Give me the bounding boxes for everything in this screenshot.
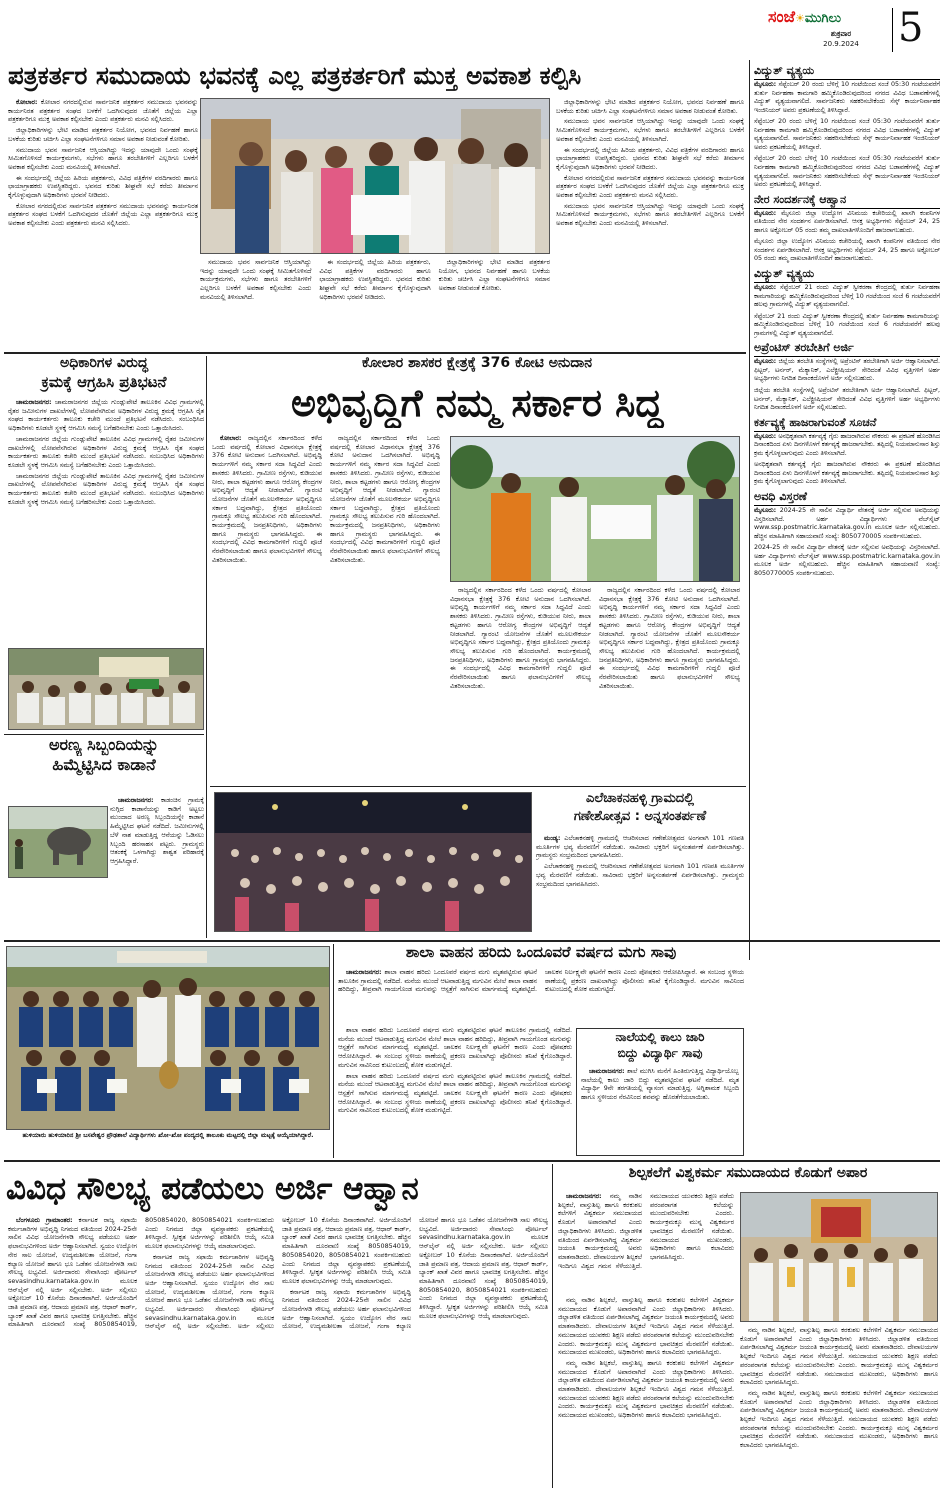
- notice-body: ಜಿಲ್ಲೆಯ ತರಬೇತಿ ಸಂಸ್ಥೆಗಳಲ್ಲಿ ಅಪ್ರೆಂಟಿಸ್ ತರಬೇತಿಗಾಗಿ ಅರ್ಜಿ ಆಹ್ವಾನಿಸಲಾಗಿದೆ. ಫಿಟ್ಟರ್, ಟರ್ನರ್, ಮೆಕ್ಯಾನಿಕ್, ಎಲೆಕ್ಟ್ರೀಷಿಯನ್ ಸೇರಿದಂತೆ ವಿವಿಧ ವೃತ್ತಿಗಳಿಗೆ ಅರ್ಹ ಅಭ್ಯರ್ಥಿಗಳು ನಿಗದಿತ ದಿನಾಂಕದೊಳಗೆ ಅರ್ಜಿ ಸಲ್ಲಿಸಬಹುದು.: [754, 358, 940, 383]
- notice-title: ವಿದ್ಯುತ್ ವ್ಯತ್ಯಯ: [754, 64, 940, 80]
- rule-officials: [4, 734, 204, 735]
- vishwakarma-photo: [740, 1192, 938, 1322]
- notice-body: ಅನಧಿಕೃತವಾಗಿ ಕರ್ತವ್ಯಕ್ಕೆ ಗೈರು ಹಾಜರಾಗಿರುವ ನೌಕರರು ಈ ಪ್ರಕಟಣೆ ಹೊರಡಿಸಿದ ದಿನಾಂಕದಿಂದ ಏಳು ದಿನಗಳೊಳಗೆ ಕರ್ತವ್ಯಕ್ಕೆ ಹಾಜರಾಗಬೇಕು. ತಪ್ಪಿದಲ್ಲಿ ನಿಯಮಾನುಸಾರ ಶಿಸ್ತು ಕ್ರಮ ಕೈಗೊಳ್ಳಲಾಗುವುದು ಎಂದು ತಿಳಿಸಲಾಗಿದೆ.: [754, 461, 940, 486]
- vishwakarma-body: ನಮ್ಮ ನಾಡಿನ ಶಿಲ್ಪಕಲೆ, ವಾಸ್ತುಶಿಲ್ಪ ಹಾಗೂ ಕರಕುಶಲ ಕಲೆಗಳಿಗೆ ವಿಶ್ವಕರ್ಮ ಸಮುದಾಯದ ಕೊಡುಗೆ ಅಪಾರವಾಗಿದೆ ಎಂದು ಜಿಲ್ಲಾಧಿಕಾರಿಗಳು ತಿಳಿಸಿದರು. ಜಿಲ್ಲಾಡಳಿತ ವತಿಯಿಂದ ಏರ್ಪಡಿಸಲಾಗಿದ್ದ ವಿಶ್ವಕರ್ಮ ಜಯಂತಿ ಕಾರ್ಯಕ್ರಮದಲ್ಲಿ ಅವರು ಮಾತನಾಡಿದರು. ದೇವಾಲಯಗಳ ಶಿಲ್ಪಕಲೆ ಇಂದಿಗೂ ವಿಶ್ವದ ಗಮನ ಸೆಳೆಯುತ್ತಿದೆ. ಸಮುದಾಯದ ಯುವಕರು ಶಿಕ್ಷಣ ಪಡೆದು ಪರಂಪರಾಗತ ಕಲೆಯನ್ನು ಮುಂದುವರಿಸಬೇಕು ಎಂದರು. ಕಾರ್ಯಕ್ರಮಕ್ಕೂ ಮುನ್ನ ವಿಶ್ವಕರ್ಮರ ಭಾವಚಿತ್ರದ ಮೆರವಣಿಗೆ ನಡೆಯಿತು. ಸಮುದಾಯದ ಮುಖಂಡರು, ಅಧಿಕಾರಿಗಳು ಹಾಗೂ ಕಲಾವಿದರು ಭಾಗವಹಿಸಿದ್ದರು.: [558, 1358, 734, 1420]
- notice-body: ಸೆಪ್ಟೆಂಬರ್ 20 ರಂದು ಬೆಳಿಗ್ಗೆ 10 ಗಂಟೆಯಿಂದ ಸಂಜೆ 05:30 ಗಂಟೆಯವರೆಗೆ ತುರ್ತು ನಿರ್ವಹಣಾ ಕಾಮಗಾರಿ ಹಮ್ಮಿಕೊಂಡಿರುವುದರಿಂದ ನಗರದ ವಿವಿಧ ಬಡಾವಣೆಗಳಲ್ಲಿ ವಿದ್ಯುತ್ ವ್ಯತ್ಯಯವಾಗಲಿದೆ. ಸಾರ್ವಜನಿಕರು ಸಹಕರಿಸಬೇಕೆಂದು ಸೆಸ್ಕ್ ಕಾರ್ಯನಿರ್ವಾಹಕ ಇಂಜಿನಿಯರ್ ಅವರು ಪ್ರಕಟಣೆಯಲ್ಲಿ ತಿಳಿಸಿದ್ದಾರೆ.: [754, 80, 940, 114]
- kolar-body: ರಾಜ್ಯದಲ್ಲಿನ ಸರ್ಕಾರದಿಂದ ಕಳೆದ ಒಂದು ವರ್ಷದಲ್ಲಿ ಕೋಲಾರ ವಿಧಾನಸಭಾ ಕ್ಷೇತ್ರಕ್ಕೆ 376 ಕೋಟಿ ಅನುದಾನ ಒದಗಿಸಲಾಗಿದೆ. ಅಭಿವೃದ್ಧಿ ಕಾರ್ಯಗಳಿಗೆ ನಮ್ಮ ಸರ್ಕಾರ ಸದಾ ಸಿದ್ಧವಿದೆ ಎಂದು ಶಾಸಕರು ತಿಳಿಸಿದರು. ಗ್ರಾಮೀಣ ರಸ್ತೆಗಳು, ಕುಡಿಯುವ ನೀರು, ಶಾಲಾ ಕಟ್ಟಡಗಳು ಹಾಗೂ ಆರೋಗ್ಯ ಕೇಂದ್ರಗಳ ಅಭಿವೃದ್ಧಿಗೆ ಆದ್ಯತೆ ನೀಡಲಾಗಿದೆ. ಗ್ಯಾರಂಟಿ ಯೋಜನೆಗಳ ಜೊತೆಗೆ ಮೂಲಸೌಕರ್ಯ ಅಭಿವೃದ್ಧಿಗೂ ಸರ್ಕಾರ ಬದ್ಧವಾಗಿದ್ದು, ಕ್ಷೇತ್ರದ ಪ್ರತಿಯೊಂದು ಗ್ರಾಮಕ್ಕೂ ಸೌಲಭ್ಯ ತಲುಪಿಸುವ ಗುರಿ ಹೊಂದಲಾಗಿದೆ. ಕಾರ್ಯಕ್ರಮದಲ್ಲಿ ಜನಪ್ರತಿನಿಧಿಗಳು, ಅಧಿಕಾರಿಗಳು ಹಾಗೂ ಗ್ರಾಮಸ್ಥರು ಭಾಗವಹಿಸಿದ್ದರು. ಈ ಸಂದರ್ಭದಲ್ಲಿ ವಿವಿಧ ಕಾಮಗಾರಿಗಳಿಗೆ ಗುದ್ದಲಿ ಪೂಜೆ ನೆರವೇರಿಸಲಾಯಿತು ಹಾಗೂ ಫಲಾನುಭವಿಗಳಿಗೆ ಸೌಲಭ್ಯ ವಿತರಿಸಲಾಯಿತು.: [330, 434, 440, 564]
- rule-main-bottom: [4, 352, 746, 354]
- vishwakarma-dateline: ಚಾಮರಾಜನಗರ:: [566, 1192, 602, 1200]
- ganesha-dateline: ಮಂಡ್ಯ:: [544, 834, 561, 842]
- student-article: [581, 1067, 739, 1153]
- notice-dateline: ಮೈಸೂರು:: [754, 358, 777, 366]
- notice-extension: [754, 490, 940, 578]
- ganesha-body: ಎಲೆಚಾಕನಹಳ್ಳಿ ಗ್ರಾಮದಲ್ಲಿ ಆಚರಿಸಲಾದ ಗಣೇಶೋತ್ಸವದ ಅಂಗವಾಗಿ 101 ಗಣಪತಿ ಮೂರ್ತಿಗಳ ಭವ್ಯ ಮೆರವಣಿಗೆ ನಡೆಯಿತು. ಸಾವಿರಾರು ಭಕ್ತರಿಗೆ ಅನ್ನಸಂತರ್ಪಣೆ ಏರ್ಪಡಿಸಲಾಗಿತ್ತು. ಗ್ರಾಮಸ್ಥರು ಸಂಭ್ರಮದಿಂದ ಭಾಗವಹಿಸಿದರು.: [536, 834, 744, 860]
- page-divider: [892, 8, 893, 52]
- sidebar: [754, 62, 940, 960]
- vishwakarma-article-right: [740, 1326, 938, 1488]
- notice-dateline: ಮೈಸೂರು:: [754, 506, 777, 514]
- elephant-headline-1: ಅರಣ್ಯ ಸಿಬ್ಬಂದಿಯನ್ನು: [49, 736, 159, 754]
- rule-bottom-divider: [552, 1164, 553, 1488]
- main-para-2: ಜಿಲ್ಲಾಧಿಕಾರಿಗಳನ್ನು ಭೇಟಿ ಮಾಡಿದ ಪತ್ರಕರ್ತರ ನಿಯೋಗ, ಭವನದ ನಿರ್ವಹಣೆ ಹಾಗೂ ಬಳಕೆಯ ಕುರಿತು ಚರ್ಚಿಸಿ ಎಲ್ಲಾ ಸಂಘಟನೆಗಳಿಗೂ ಸಮಾನ ಅವಕಾಶ ನೀಡುವಂತೆ ಕೋರಿತು.: [8, 126, 198, 143]
- facilities-dateline: ಬೆಂಗಳೂರು ಗ್ರಾಮಾಂತರ:: [16, 1216, 73, 1224]
- notice-body: ಸೆಪ್ಟೆಂಬರ್ 20 ರಂದು ಬೆಳಿಗ್ಗೆ 10 ಗಂಟೆಯಿಂದ ಸಂಜೆ 05:30 ಗಂಟೆಯವರೆಗೆ ತುರ್ತು ನಿರ್ವಹಣಾ ಕಾಮಗಾರಿ ಹಮ್ಮಿಕೊಂಡಿರುವುದರಿಂದ ನಗರದ ವಿವಿಧ ಬಡಾವಣೆಗಳಲ್ಲಿ ವಿದ್ಯುತ್ ವ್ಯತ್ಯಯವಾಗಲಿದೆ. ಸಾರ್ವಜನಿಕರು ಸಹಕರಿಸಬೇಕೆಂದು ಸೆಸ್ಕ್ ಕಾರ್ಯನಿರ್ವಾಹಕ ಇಂಜಿನಿಯರ್ ಅವರು ಪ್ರಕಟಣೆಯಲ್ಲಿ ತಿಳಿಸಿದ್ದಾರೆ.: [754, 118, 940, 151]
- rule-photo-right: [333, 944, 334, 1158]
- kolar-article-left: [212, 434, 440, 780]
- notice-apprentice: [754, 341, 940, 412]
- school-bus-headline: ಶಾಲಾ ವಾಹನ ಹರಿದು ಒಂದೂವರೆ ವರ್ಷದ ಮಗು ಸಾವು: [405, 944, 677, 961]
- vishwakarma-headline: ಶಿಲ್ಪಕಲೆಗೆ ವಿಶ್ವಕರ್ಮ ಸಮುದಾಯದ ಕೊಡುಗೆ ಅಪಾರ: [628, 1166, 868, 1181]
- notice-body: ಸೆಪ್ಟೆಂಬರ್ 21 ರಂದು ವಿದ್ಯುತ್ ಸ್ವೀಕರಣಾ ಕೇಂದ್ರದಲ್ಲಿ ತುರ್ತು ನಿರ್ವಹಣಾ ಕಾಮಗಾರಿಯನ್ನು ಹಮ್ಮಿಕೊಂಡಿರುವುದರಿಂದ ಬೆಳಿಗ್ಗೆ 10 ಗಂಟೆಯಿಂದ ಸಂಜೆ 6 ಗಂಟೆಯವರೆಗೆ ಹಲವು ಗ್ರಾಮಗಳಲ್ಲಿ ವಿದ್ಯುತ್ ವ್ಯತ್ಯಯವಾಗಲಿದೆ.: [754, 283, 940, 309]
- rule-mid: [4, 940, 940, 942]
- facilities-body: ಕರ್ನಾಟಕ ರಾಜ್ಯ ಸಫಾಯಿ ಕರ್ಮಚಾರಿಗಳ ಅಭಿವೃದ್ಧಿ ನಿಗಮದ ವತಿಯಿಂದ 2024-25ನೇ ಸಾಲಿನ ವಿವಿಧ ಯೋಜನೆಗಳಡಿ ಸೌಲಭ್ಯ ಪಡೆಯಲು ಅರ್ಹ ಫಲಾನುಭವಿಗಳಿಂದ ಅರ್ಜಿ ಆಹ್ವಾನಿಸಲಾಗಿದೆ. ಸ್ವಯಂ ಉದ್ಯೋಗ ನೇರ ಸಾಲ ಯೋಜನೆ, ಉದ್ಯಮಶೀಲತಾ ಯೋಜನೆ, ಗಂಗಾ ಕಲ್ಯಾಣ ಯೋಜನೆ ಹಾಗೂ ಭೂ ಒಡೆತನ ಯೋಜನೆಗಳಡಿ ಸಾಲ ಸೌಲಭ್ಯ ಲಭ್ಯವಿದೆ. ಅರ್ಜಿದಾರರು ಸೇವಾಸಿಂಧು ಪೋರ್ಟಲ್ sevasindhu.karnataka.gov.in ಮೂಲಕ ಆನ್‌ಲೈನ್ ನಲ್ಲಿ ಅರ್ಜಿ ಸಲ್ಲಿಸಬೇಕು. ಅರ್ಜಿ ಸಲ್ಲಿಸಲು ಅಕ್ಟೋಬರ್ 10 ಕೊನೆಯ ದಿನಾಂಕವಾಗಿದೆ. ಅರ್ಜಿಯೊಂದಿಗೆ ಜಾತಿ ಪ್ರಮಾಣ ಪತ್ರ, ಆದಾಯ ಪ್ರಮಾಣ ಪತ್ರ, ಆಧಾರ್ ಕಾರ್ಡ್, ಬ್ಯಾಂಕ್ ಖಾತೆ ವಿವರ ಹಾಗೂ ಭಾವಚಿತ್ರ ಲಗತ್ತಿಸಬೇಕು. ಹೆಚ್ಚಿನ ಮಾಹಿತಿಗಾಗಿ ದೂರವಾಣಿ ಸಂಖ್ಯೆ 8050854019, 8050854020, 8050854021 ಸಂಪರ್ಕಿಸಬಹುದು ಎಂದು ನಿಗಮದ ಜಿಲ್ಲಾ ವ್ಯವಸ್ಥಾಪಕರು ಪ್ರಕಟಣೆಯಲ್ಲಿ ತಿಳಿಸಿದ್ದಾರೆ. ಸ್ವೀಕೃತ ಅರ್ಜಿಗಳನ್ನು ಪರಿಶೀಲಿಸಿ ಆಯ್ಕೆ ಸಮಿತಿ ಮೂಲಕ ಫಲಾನುಭವಿಗಳನ್ನು ಆಯ್ಕೆ ಮಾಡಲಾಗುವುದು.: [145, 1216, 411, 1331]
- officials-headline-1: ಅಧಿಕಾರಿಗಳ ವಿರುದ್ಧ: [59, 356, 149, 371]
- school-bus-dateline: ಚಾಮರಾಜನಗರ:: [346, 968, 382, 976]
- notice-body: ಅನಧಿಕೃತವಾಗಿ ಕರ್ತವ್ಯಕ್ಕೆ ಗೈರು ಹಾಜರಾಗಿರುವ ನೌಕರರು ಈ ಪ್ರಕಟಣೆ ಹೊರಡಿಸಿದ ದಿನಾಂಕದಿಂದ ಏಳು ದಿನಗಳೊಳಗೆ ಕರ್ತವ್ಯಕ್ಕೆ ಹಾಜರಾಗಬೇಕು. ತಪ್ಪಿದಲ್ಲಿ ನಿಯಮಾನುಸಾರ ಶಿಸ್ತು ಕ್ರಮ ಕೈಗೊಳ್ಳಲಾಗುವುದು ಎಂದು ತಿಳಿಸಲಾಗಿದೆ.: [754, 432, 940, 457]
- school-bus-body: ಶಾಲಾ ವಾಹನ ಹರಿದು ಒಂದೂವರೆ ವರ್ಷದ ಮಗು ಮೃತಪಟ್ಟಿರುವ ಘಟನೆ ತಾಲೂಕಿನ ಗ್ರಾಮದಲ್ಲಿ ನಡೆದಿದೆ. ಮನೆಯ ಮುಂದೆ ಆಟವಾಡುತ್ತಿದ್ದ ಮಗುವಿನ ಮೇಲೆ ಶಾಲಾ ವಾಹನ ಹರಿದಿದ್ದು, ತೀವ್ರವಾಗಿ ಗಾಯಗೊಂಡ ಮಗುವನ್ನು ಆಸ್ಪತ್ರೆಗೆ ಸಾಗಿಸುವ ಮಾರ್ಗಮಧ್ಯೆ ಮೃತಪಟ್ಟಿದೆ. ಚಾಲಕನ ನಿರ್ಲಕ್ಷ್ಯವೇ ಘಟನೆಗೆ ಕಾರಣ ಎಂದು ಪೋಷಕರು ಆರೋಪಿಸಿದ್ದಾರೆ. ಈ ಸಂಬಂಧ ಸ್ಥಳೀಯ ಠಾಣೆಯಲ್ಲಿ ಪ್ರಕರಣ ದಾಖಲಾಗಿದ್ದು ಪೊಲೀಸರು ತನಿಖೆ ಕೈಗೊಂಡಿದ್ದಾರೆ. ಮಗುವಿನ ಸಾವಿನಿಂದ ಕುಟುಂಬದಲ್ಲಿ ಶೋಕ ಮಡುಗಟ್ಟಿದೆ.: [338, 1026, 572, 1069]
- protest-photo: [8, 648, 204, 730]
- main-article-right: [556, 98, 744, 350]
- kolar-body: ರಾಜ್ಯದಲ್ಲಿನ ಸರ್ಕಾರದಿಂದ ಕಳೆದ ಒಂದು ವರ್ಷದಲ್ಲಿ ಕೋಲಾರ ವಿಧಾನಸಭಾ ಕ್ಷೇತ್ರಕ್ಕೆ 376 ಕೋಟಿ ಅನುದಾನ ಒದಗಿಸಲಾಗಿದೆ. ಅಭಿವೃದ್ಧಿ ಕಾರ್ಯಗಳಿಗೆ ನಮ್ಮ ಸರ್ಕಾರ ಸದಾ ಸಿದ್ಧವಿದೆ ಎಂದು ಶಾಸಕರು ತಿಳಿಸಿದರು. ಗ್ರಾಮೀಣ ರಸ್ತೆಗಳು, ಕುಡಿಯುವ ನೀರು, ಶಾಲಾ ಕಟ್ಟಡಗಳು ಹಾಗೂ ಆರೋಗ್ಯ ಕೇಂದ್ರಗಳ ಅಭಿವೃದ್ಧಿಗೆ ಆದ್ಯತೆ ನೀಡಲಾಗಿದೆ. ಗ್ಯಾರಂಟಿ ಯೋಜನೆಗಳ ಜೊತೆಗೆ ಮೂಲಸೌಕರ್ಯ ಅಭಿವೃದ್ಧಿಗೂ ಸರ್ಕಾರ ಬದ್ಧವಾಗಿದ್ದು, ಕ್ಷೇತ್ರದ ಪ್ರತಿಯೊಂದು ಗ್ರಾಮಕ್ಕೂ ಸೌಲಭ್ಯ ತಲುಪಿಸುವ ಗುರಿ ಹೊಂದಲಾಗಿದೆ. ಕಾರ್ಯಕ್ರಮದಲ್ಲಿ ಜನಪ್ರತಿನಿಧಿಗಳು, ಅಧಿಕಾರಿಗಳು ಹಾಗೂ ಗ್ರಾಮಸ್ಥರು ಭಾಗವಹಿಸಿದ್ದರು. ಈ ಸಂದರ್ಭದಲ್ಲಿ ವಿವಿಧ ಕಾಮಗಾರಿಗಳಿಗೆ ಗುದ್ದಲಿ ಪೂಜೆ ನೆರವೇರಿಸಲಾಯಿತು ಹಾಗೂ ಫಲಾನುಭವಿಗಳಿಗೆ ಸೌಲಭ್ಯ ವಿತರಿಸಲಾಯಿತು.: [450, 586, 591, 690]
- masthead: [768, 4, 940, 58]
- elephant-dateline: ಚಾಮರಾಜನಗರ:: [118, 796, 154, 804]
- kolar-body: ರಾಜ್ಯದಲ್ಲಿನ ಸರ್ಕಾರದಿಂದ ಕಳೆದ ಒಂದು ವರ್ಷದಲ್ಲಿ ಕೋಲಾರ ವಿಧಾನಸಭಾ ಕ್ಷೇತ್ರಕ್ಕೆ 376 ಕೋಟಿ ಅನುದಾನ ಒದಗಿಸಲಾಗಿದೆ. ಅಭಿವೃದ್ಧಿ ಕಾರ್ಯಗಳಿಗೆ ನಮ್ಮ ಸರ್ಕಾರ ಸದಾ ಸಿದ್ಧವಿದೆ ಎಂದು ಶಾಸಕರು ತಿಳಿಸಿದರು. ಗ್ರಾಮೀಣ ರಸ್ತೆಗಳು, ಕುಡಿಯುವ ನೀರು, ಶಾಲಾ ಕಟ್ಟಡಗಳು ಹಾಗೂ ಆರೋಗ್ಯ ಕೇಂದ್ರಗಳ ಅಭಿವೃದ್ಧಿಗೆ ಆದ್ಯತೆ ನೀಡಲಾಗಿದೆ. ಗ್ಯಾರಂಟಿ ಯೋಜನೆಗಳ ಜೊತೆಗೆ ಮೂಲಸೌಕರ್ಯ ಅಭಿವೃದ್ಧಿಗೂ ಸರ್ಕಾರ ಬದ್ಧವಾಗಿದ್ದು, ಕ್ಷೇತ್ರದ ಪ್ರತಿಯೊಂದು ಗ್ರಾಮಕ್ಕೂ ಸೌಲಭ್ಯ ತಲುಪಿಸುವ ಗುರಿ ಹೊಂದಲಾಗಿದೆ. ಕಾರ್ಯಕ್ರಮದಲ್ಲಿ ಜನಪ್ರತಿನಿಧಿಗಳು, ಅಧಿಕಾರಿಗಳು ಹಾಗೂ ಗ್ರಾಮಸ್ಥರು ಭಾಗವಹಿಸಿದ್ದರು. ಈ ಸಂದರ್ಭದಲ್ಲಿ ವಿವಿಧ ಕಾಮಗಾರಿಗಳಿಗೆ ಗುದ್ದಲಿ ಪೂಜೆ ನೆರವೇರಿಸಲಾಯಿತು ಹಾಗೂ ಫಲಾನುಭವಿಗಳಿಗೆ ಸೌಲಭ್ಯ ವಿತರಿಸಲಾಯಿತು.: [599, 586, 740, 690]
- notice-body: ಮೈಸೂರು ಜಿಲ್ಲಾ ಉದ್ಯೋಗ ವಿನಿಮಯ ಕಚೇರಿಯಲ್ಲಿ ಖಾಸಗಿ ಕಂಪನಿಗಳ ವತಿಯಿಂದ ನೇರ ಸಂದರ್ಶನ ಏರ್ಪಡಿಸಲಾಗಿದೆ. ಆಸಕ್ತ ಅಭ್ಯರ್ಥಿಗಳು ಸೆಪ್ಟೆಂಬರ್ 24, 25 ಹಾಗೂ ಅಕ್ಟೋಬರ್ 05 ರಂದು ತಮ್ಮ ದಾಖಲಾತಿಗಳೊಂದಿಗೆ ಹಾಜರಾಗಬಹುದು.: [754, 238, 940, 263]
- notice-dateline: ಮೈಸೂರು:: [754, 283, 777, 291]
- vishwakarma-body: ನಮ್ಮ ನಾಡಿನ ಶಿಲ್ಪಕಲೆ, ವಾಸ್ತುಶಿಲ್ಪ ಹಾಗೂ ಕರಕುಶಲ ಕಲೆಗಳಿಗೆ ವಿಶ್ವಕರ್ಮ ಸಮುದಾಯದ ಕೊಡುಗೆ ಅಪಾರವಾಗಿದೆ ಎಂದು ಜಿಲ್ಲಾಧಿಕಾರಿಗಳು ತಿಳಿಸಿದರು. ಜಿಲ್ಲಾಡಳಿತ ವತಿಯಿಂದ ಏರ್ಪಡಿಸಲಾಗಿದ್ದ ವಿಶ್ವಕರ್ಮ ಜಯಂತಿ ಕಾರ್ಯಕ್ರಮದಲ್ಲಿ ಅವರು ಮಾತನಾಡಿದರು. ದೇವಾಲಯಗಳ ಶಿಲ್ಪಕಲೆ ಇಂದಿಗೂ ವಿಶ್ವದ ಗಮನ ಸೆಳೆಯುತ್ತಿದೆ. ಸಮುದಾಯದ ಯುವಕರು ಶಿಕ್ಷಣ ಪಡೆದು ಪರಂಪರಾಗತ ಕಲೆಯನ್ನು ಮುಂದುವರಿಸಬೇಕು ಎಂದರು. ಕಾರ್ಯಕ್ರಮಕ್ಕೂ ಮುನ್ನ ವಿಶ್ವಕರ್ಮರ ಭಾವಚಿತ್ರದ ಮೆರವಣಿಗೆ ನಡೆಯಿತು. ಸಮುದಾಯದ ಮುಖಂಡರು, ಅಧಿಕಾರಿಗಳು ಹಾಗೂ ಕಲಾವಿದರು ಭಾಗವಹಿಸಿದ್ದರು.: [558, 1192, 734, 1270]
- student-headline-1: ನಾಲೆಯಲ್ಲಿ ಕಾಲು ಜಾರಿ: [615, 1031, 705, 1044]
- officials-article: [8, 398, 204, 646]
- main-article-left: [8, 98, 198, 350]
- logo-part1: ಸಂಜೆ: [768, 7, 795, 26]
- notice-duty: [754, 416, 940, 487]
- notice-body: ಸೆಪ್ಟೆಂಬರ್ 21 ರಂದು ವಿದ್ಯುತ್ ಸ್ವೀಕರಣಾ ಕೇಂದ್ರದಲ್ಲಿ ತುರ್ತು ನಿರ್ವಹಣಾ ಕಾಮಗಾರಿಯನ್ನು ಹಮ್ಮಿಕೊಂಡಿರುವುದರಿಂದ ಬೆಳಿಗ್ಗೆ 10 ಗಂಟೆಯಿಂದ ಸಂಜೆ 6 ಗಂಟೆಯವರೆಗೆ ಹಲವು ಗ್ರಾಮಗಳಲ್ಲಿ ವಿದ್ಯುತ್ ವ್ಯತ್ಯಯವಾಗಲಿದೆ.: [754, 312, 940, 337]
- main-para-4b: ಈ ಸಂದರ್ಭದಲ್ಲಿ ಜಿಲ್ಲೆಯ ಹಿರಿಯ ಪತ್ರಕರ್ತರು, ವಿವಿಧ ಪತ್ರಿಕೆಗಳ ವರದಿಗಾರರು ಹಾಗೂ ಛಾಯಾಗ್ರಾಹಕರು ಉಪಸ್ಥಿತರಿದ್ದರು. ಭವನದ ಕುರಿತು ಶೀಘ್ರವೇ ಸಭೆ ಕರೆದು ತೀರ್ಮಾನ ಕೈಗೊಳ್ಳುವುದಾಗಿ ಅಧಿಕಾರಿಗಳು ಭರವಸೆ ನೀಡಿದರು.: [319, 258, 431, 301]
- kolar-kicker: ಕೋಲಾರ ಶಾಸಕರ ಕ್ಷೇತ್ರಕ್ಕೆ 376 ಕೋಟಿ ಅನುದಾನ: [361, 356, 593, 371]
- ganesha-crowd-photo: [214, 792, 532, 932]
- ganesha-headline-2: ಗಣೇಶೋತ್ಸವ : ಅನ್ನಸಂತರ್ಪಣೆ: [573, 810, 707, 824]
- rule-left-column: [206, 356, 207, 938]
- student-body: ಶಾಲೆ ಮುಗಿಸಿ ಮನೆಗೆ ಹಿಂತಿರುಗುತ್ತಿದ್ದ ವಿದ್ಯಾರ್ಥಿಯೊಬ್ಬ ನಾಲೆಯಲ್ಲಿ ಕಾಲು ಜಾರಿ ಬಿದ್ದು ಮೃತಪಟ್ಟಿರುವ ಘಟನೆ ನಡೆದಿದೆ. ಮೃತ ವಿದ್ಯಾರ್ಥಿ 9ನೇ ತರಗತಿಯಲ್ಲಿ ವ್ಯಾಸಂಗ ಮಾಡುತ್ತಿದ್ದ. ಅಗ್ನಿಶಾಮಕ ಸಿಬ್ಬಂದಿ ಹಾಗೂ ಸ್ಥಳೀಯರ ನೆರವಿನಿಂದ ಶವವನ್ನು ಹೊರತೆಗೆಯಲಾಯಿತು.: [581, 1067, 739, 1102]
- kolar-body: ರಾಜ್ಯದಲ್ಲಿನ ಸರ್ಕಾರದಿಂದ ಕಳೆದ ಒಂದು ವರ್ಷದಲ್ಲಿ ಕೋಲಾರ ವಿಧಾನಸಭಾ ಕ್ಷೇತ್ರಕ್ಕೆ 376 ಕೋಟಿ ಅನುದಾನ ಒದಗಿಸಲಾಗಿದೆ. ಅಭಿವೃದ್ಧಿ ಕಾರ್ಯಗಳಿಗೆ ನಮ್ಮ ಸರ್ಕಾರ ಸದಾ ಸಿದ್ಧವಿದೆ ಎಂದು ಶಾಸಕರು ತಿಳಿಸಿದರು. ಗ್ರಾಮೀಣ ರಸ್ತೆಗಳು, ಕುಡಿಯುವ ನೀರು, ಶಾಲಾ ಕಟ್ಟಡಗಳು ಹಾಗೂ ಆರೋಗ್ಯ ಕೇಂದ್ರಗಳ ಅಭಿವೃದ್ಧಿಗೆ ಆದ್ಯತೆ ನೀಡಲಾಗಿದೆ. ಗ್ಯಾರಂಟಿ ಯೋಜನೆಗಳ ಜೊತೆಗೆ ಮೂಲಸೌಕರ್ಯ ಅಭಿವೃದ್ಧಿಗೂ ಸರ್ಕಾರ ಬದ್ಧವಾಗಿದ್ದು, ಕ್ಷೇತ್ರದ ಪ್ರತಿಯೊಂದು ಗ್ರಾಮಕ್ಕೂ ಸೌಲಭ್ಯ ತಲುಪಿಸುವ ಗುರಿ ಹೊಂದಲಾಗಿದೆ. ಕಾರ್ಯಕ್ರಮದಲ್ಲಿ ಜನಪ್ರತಿನಿಧಿಗಳು, ಅಧಿಕಾರಿಗಳು ಹಾಗೂ ಗ್ರಾಮಸ್ಥರು ಭಾಗವಹಿಸಿದ್ದರು. ಈ ಸಂದರ್ಭದಲ್ಲಿ ವಿವಿಧ ಕಾಮಗಾರಿಗಳಿಗೆ ಗುದ್ದಲಿ ಪೂಜೆ ನೆರವೇರಿಸಲಾಯಿತು ಹಾಗೂ ಫಲಾನುಭವಿಗಳಿಗೆ ಸೌಲಭ್ಯ ವಿತರಿಸಲಾಯಿತು.: [212, 434, 322, 564]
- notice-body: 2024-25 ನೇ ಸಾಲಿನ ವಿದ್ಯಾರ್ಥಿ ವೇತನಕ್ಕೆ ಅರ್ಜಿ ಸಲ್ಲಿಸುವ ಅವಧಿಯನ್ನು ವಿಸ್ತರಿಸಲಾಗಿದೆ. ಅರ್ಹ ವಿದ್ಯಾರ್ಥಿಗಳು ವೆಬ್‌ಸೈಟ್ www.ssp.postmatric.karnataka.gov.in ಮೂಲಕ ಅರ್ಜಿ ಸಲ್ಲಿಸಬಹುದು. ಹೆಚ್ಚಿನ ಮಾಹಿತಿಗಾಗಿ ಸಹಾಯವಾಣಿ ಸಂಖ್ಯೆ: 8050770005 ಸಂಪರ್ಕಿಸಬಹುದು.: [754, 506, 940, 540]
- kolar-headline: ಅಭಿವೃದ್ಧಿಗೆ ನಮ್ಮ ಸರ್ಕಾರ ಸಿದ್ಧ: [291, 381, 663, 425]
- facilities-body: ಕರ್ನಾಟಕ ರಾಜ್ಯ ಸಫಾಯಿ ಕರ್ಮಚಾರಿಗಳ ಅಭಿವೃದ್ಧಿ ನಿಗಮದ ವತಿಯಿಂದ 2024-25ನೇ ಸಾಲಿನ ವಿವಿಧ ಯೋಜನೆಗಳಡಿ ಸೌಲಭ್ಯ ಪಡೆಯಲು ಅರ್ಹ ಫಲಾನುಭವಿಗಳಿಂದ ಅರ್ಜಿ ಆಹ್ವಾನಿಸಲಾಗಿದೆ. ಸ್ವಯಂ ಉದ್ಯೋಗ ನೇರ ಸಾಲ ಯೋಜನೆ, ಉದ್ಯಮಶೀಲತಾ ಯೋಜನೆ, ಗಂಗಾ ಕಲ್ಯಾಣ ಯೋಜನೆ ಹಾಗೂ ಭೂ ಒಡೆತನ ಯೋಜನೆಗಳಡಿ ಸಾಲ ಸೌಲಭ್ಯ ಲಭ್ಯವಿದೆ. ಅರ್ಜಿದಾರರು ಸೇವಾಸಿಂಧು ಪೋರ್ಟಲ್ sevasindhu.karnataka.gov.in ಮೂಲಕ ಆನ್‌ಲೈನ್ ನಲ್ಲಿ ಅರ್ಜಿ ಸಲ್ಲಿಸಬೇಕು. ಅರ್ಜಿ ಸಲ್ಲಿಸಲು ಅಕ್ಟೋಬರ್ 10 ಕೊನೆಯ ದಿನಾಂಕವಾಗಿದೆ. ಅರ್ಜಿಯೊಂದಿಗೆ ಜಾತಿ ಪ್ರಮಾಣ ಪತ್ರ, ಆದಾಯ ಪ್ರಮಾಣ ಪತ್ರ, ಆಧಾರ್ ಕಾರ್ಡ್, ಬ್ಯಾಂಕ್ ಖಾತೆ ವಿವರ ಹಾಗೂ ಭಾವಚಿತ್ರ ಲಗತ್ತಿಸಬೇಕು. ಹೆಚ್ಚಿನ ಮಾಹಿತಿಗಾಗಿ ದೂರವಾಣಿ ಸಂಖ್ಯೆ 8050854019, 8050854020, 8050854021 ಸಂಪರ್ಕಿಸಬಹುದು ಎಂದು ನಿಗಮದ ಜಿಲ್ಲಾ ವ್ಯವಸ್ಥಾಪಕರು ಪ್ರಕಟಣೆಯಲ್ಲಿ ತಿಳಿಸಿದ್ದಾರೆ. ಸ್ವೀಕೃತ ಅರ್ಜಿಗಳನ್ನು ಪರಿಶೀಲಿಸಿ ಆಯ್ಕೆ ಸಮಿತಿ ಮೂಲಕ ಫಲಾನುಭವಿಗಳನ್ನು ಆಯ್ಕೆ ಮಾಡಲಾಗುವುದು.: [282, 1216, 548, 1331]
- student-dateline: ಚಾಮರಾಜನಗರ:: [589, 1067, 625, 1075]
- main-para-3d: ಸಮುದಾಯ ಭವನ ಸಾರ್ವಜನಿಕ ಆಸ್ತಿಯಾಗಿದ್ದು ಇದನ್ನು ಯಾವುದೇ ಒಂದು ಸಂಘಕ್ಕೆ ಸೀಮಿತಗೊಳಿಸದೆ ಕಾರ್ಯಕ್ರಮಗಳು, ಸಭೆಗಳು ಹಾಗೂ ತರಬೇತಿಗಳಿಗೆ ಎಲ್ಲರಿಗೂ ಬಳಕೆಗೆ ಅವಕಾಶ ಕಲ್ಪಿಸಬೇಕು ಎಂದು ಮನವಿಯಲ್ಲಿ ತಿಳಿಸಲಾಗಿದೆ.: [556, 201, 744, 228]
- notice-title: ಅವಧಿ ವಿಸ್ತರಣೆ: [754, 490, 940, 506]
- main-para-1: ಕೋಲಾರ ನಗರದಲ್ಲಿರುವ ಸಾರ್ವಜನಿಕ ಪತ್ರಕರ್ತರ ಸಮುದಾಯ ಭವನವನ್ನು ಕಾರ್ಯನಿರತ ಪತ್ರಕರ್ತರ ಸಂಘದ ಬಳಕೆಗೆ ಒದಗಿಸುವುದರ ಜೊತೆಗೆ ಜಿಲ್ಲೆಯ ಎಲ್ಲಾ ಪತ್ರಕರ್ತರಿಗೂ ಮುಕ್ತ ಅವಕಾಶ ಕಲ್ಪಿಸಬೇಕು ಎಂದು ಪತ್ರಕರ್ತರು ಮನವಿ ಸಲ್ಲಿಸಿದರು.: [8, 98, 198, 124]
- officials-body: ಚಾಮರಾಜನಗರ ಜಿಲ್ಲೆಯ ಗುಂಡ್ಲುಪೇಟೆ ತಾಲೂಕಿನ ವಿವಿಧ ಗ್ರಾಮಗಳಲ್ಲಿ ರೈತರ ಜಮೀನುಗಳ ದಾಖಲೆಗಳಲ್ಲಿ ಲೋಪವೆಸಗಿರುವ ಅಧಿಕಾರಿಗಳ ವಿರುದ್ಧ ಕ್ರಮಕ್ಕೆ ಆಗ್ರಹಿಸಿ ರೈತ ಸಂಘದ ಕಾರ್ಯಕರ್ತರು ತಾಲೂಕು ಕಚೇರಿ ಮುಂದೆ ಪ್ರತಿಭಟನೆ ನಡೆಸಿದರು. ಸಂಬಂಧಿಸಿದ ಅಧಿಕಾರಿಗಳು ಕೂಡಲೇ ಸ್ಥಳಕ್ಕೆ ಆಗಮಿಸಿ ಸಮಸ್ಯೆ ಬಗೆಹರಿಸಬೇಕು ಎಂದು ಒತ್ತಾಯಿಸಿದರು.: [8, 471, 204, 506]
- school-bus-body: ಶಾಲಾ ವಾಹನ ಹರಿದು ಒಂದೂವರೆ ವರ್ಷದ ಮಗು ಮೃತಪಟ್ಟಿರುವ ಘಟನೆ ತಾಲೂಕಿನ ಗ್ರಾಮದಲ್ಲಿ ನಡೆದಿದೆ. ಮನೆಯ ಮುಂದೆ ಆಟವಾಡುತ್ತಿದ್ದ ಮಗುವಿನ ಮೇಲೆ ಶಾಲಾ ವಾಹನ ಹರಿದಿದ್ದು, ತೀವ್ರವಾಗಿ ಗಾಯಗೊಂಡ ಮಗುವನ್ನು ಆಸ್ಪತ್ರೆಗೆ ಸಾಗಿಸುವ ಮಾರ್ಗಮಧ್ಯೆ ಮೃತಪಟ್ಟಿದೆ. ಚಾಲಕನ ನಿರ್ಲಕ್ಷ್ಯವೇ ಘಟನೆಗೆ ಕಾರಣ ಎಂದು ಪೋಷಕರು ಆರೋಪಿಸಿದ್ದಾರೆ. ಈ ಸಂಬಂಧ ಸ್ಥಳೀಯ ಠಾಣೆಯಲ್ಲಿ ಪ್ರಕರಣ ದಾಖಲಾಗಿದ್ದು ಪೊಲೀಸರು ತನಿಖೆ ಕೈಗೊಂಡಿದ್ದಾರೆ. ಮಗುವಿನ ಸಾವಿನಿಂದ ಕುಟುಂಬದಲ್ಲಿ ಶೋಕ ಮಡುಗಟ್ಟಿದೆ.: [338, 968, 744, 994]
- main-para-3b: ಸಮುದಾಯ ಭವನ ಸಾರ್ವಜನಿಕ ಆಸ್ತಿಯಾಗಿದ್ದು ಇದನ್ನು ಯಾವುದೇ ಒಂದು ಸಂಘಕ್ಕೆ ಸೀಮಿತಗೊಳಿಸದೆ ಕಾರ್ಯಕ್ರಮಗಳು, ಸಭೆಗಳು ಹಾಗೂ ತರಬೇತಿಗಳಿಗೆ ಎಲ್ಲರಿಗೂ ಬಳಕೆಗೆ ಅವಕಾಶ ಕಲ್ಪಿಸಬೇಕು ಎಂದು ಮನವಿಯಲ್ಲಿ ತಿಳಿಸಲಾಗಿದೆ.: [200, 258, 312, 301]
- main-para-1c: ಕೋಲಾರ ನಗರದಲ್ಲಿರುವ ಸಾರ್ವಜನಿಕ ಪತ್ರಕರ್ತರ ಸಮುದಾಯ ಭವನವನ್ನು ಕಾರ್ಯನಿರತ ಪತ್ರಕರ್ತರ ಸಂಘದ ಬಳಕೆಗೆ ಒದಗಿಸುವುದರ ಜೊತೆಗೆ ಜಿಲ್ಲೆಯ ಎಲ್ಲಾ ಪತ್ರಕರ್ತರಿಗೂ ಮುಕ್ತ ಅವಕಾಶ ಕಲ್ಪಿಸಬೇಕು ಎಂದು ಪತ್ರಕರ್ತರು ಮನವಿ ಸಲ್ಲಿಸಿದರು.: [556, 173, 744, 200]
- ganesha-article: [536, 834, 744, 934]
- student-box: [576, 1028, 744, 1156]
- notice-title: ಕರ್ತವ್ಯಕ್ಕೆ ಹಾಜರಾಗುವಂತೆ ಸೂಚನೆ: [754, 416, 940, 432]
- notice-body: ಸೆಪ್ಟೆಂಬರ್ 20 ರಂದು ಬೆಳಿಗ್ಗೆ 10 ಗಂಟೆಯಿಂದ ಸಂಜೆ 05:30 ಗಂಟೆಯವರೆಗೆ ತುರ್ತು ನಿರ್ವಹಣಾ ಕಾಮಗಾರಿ ಹಮ್ಮಿಕೊಂಡಿರುವುದರಿಂದ ನಗರದ ವಿವಿಧ ಬಡಾವಣೆಗಳಲ್ಲಿ ವಿದ್ಯುತ್ ವ್ಯತ್ಯಯವಾಗಲಿದೆ. ಸಾರ್ವಜನಿಕರು ಸಹಕರಿಸಬೇಕೆಂದು ಸೆಸ್ಕ್ ಕಾರ್ಯನಿರ್ವಾಹಕ ಇಂಜಿನಿಯರ್ ಅವರು ಪ್ರಕಟಣೆಯಲ್ಲಿ ತಿಳಿಸಿದ್ದಾರೆ.: [754, 155, 940, 189]
- main-para-3c: ಸಮುದಾಯ ಭವನ ಸಾರ್ವಜನಿಕ ಆಸ್ತಿಯಾಗಿದ್ದು ಇದನ್ನು ಯಾವುದೇ ಒಂದು ಸಂಘಕ್ಕೆ ಸೀಮಿತಗೊಳಿಸದೆ ಕಾರ್ಯಕ್ರಮಗಳು, ಸಭೆಗಳು ಹಾಗೂ ತರಬೇತಿಗಳಿಗೆ ಎಲ್ಲರಿಗೂ ಬಳಕೆಗೆ ಅವಕಾಶ ಕಲ್ಪಿಸಬೇಕು ಎಂದು ಮನವಿಯಲ್ಲಿ ತಿಳಿಸಲಾಗಿದೆ.: [556, 117, 744, 143]
- rule-lower: [4, 1160, 940, 1162]
- kolar-event-photo: [450, 436, 740, 582]
- officials-body: ಚಾಮರಾಜನಗರ ಜಿಲ್ಲೆಯ ಗುಂಡ್ಲುಪೇಟೆ ತಾಲೂಕಿನ ವಿವಿಧ ಗ್ರಾಮಗಳಲ್ಲಿ ರೈತರ ಜಮೀನುಗಳ ದಾಖಲೆಗಳಲ್ಲಿ ಲೋಪವೆಸಗಿರುವ ಅಧಿಕಾರಿಗಳ ವಿರುದ್ಧ ಕ್ರಮಕ್ಕೆ ಆಗ್ರಹಿಸಿ ರೈತ ಸಂಘದ ಕಾರ್ಯಕರ್ತರು ತಾಲೂಕು ಕಚೇರಿ ಮುಂದೆ ಪ್ರತಿಭಟನೆ ನಡೆಸಿದರು. ಸಂಬಂಧಿಸಿದ ಅಧಿಕಾರಿಗಳು ಕೂಡಲೇ ಸ್ಥಳಕ್ಕೆ ಆಗಮಿಸಿ ಸಮಸ್ಯೆ ಬಗೆಹರಿಸಬೇಕು ಎಂದು ಒತ್ತಾಯಿಸಿದರು.: [8, 434, 204, 469]
- masthead-logo: [768, 6, 880, 30]
- main-para-2b: ಜಿಲ್ಲಾಧಿಕಾರಿಗಳನ್ನು ಭೇಟಿ ಮಾಡಿದ ಪತ್ರಕರ್ತರ ನಿಯೋಗ, ಭವನದ ನಿರ್ವಹಣೆ ಹಾಗೂ ಬಳಕೆಯ ಕುರಿತು ಚರ್ಚಿಸಿ ಎಲ್ಲಾ ಸಂಘಟನೆಗಳಿಗೂ ಸಮಾನ ಅವಕಾಶ ನೀಡುವಂತೆ ಕೋರಿತು.: [438, 258, 550, 293]
- main-headline: ಪತ್ರಕರ್ತರ ಸಮುದಾಯ ಭವನಕ್ಕೆ ಎಲ್ಲ ಪತ್ರಕರ್ತರಿಗೆ ಮುಕ್ತ ಅವಕಾಶ ಕಲ್ಪಿಸಿ: [8, 61, 582, 90]
- notice-title: ನೇರ ಸಂದರ್ಶನಕ್ಕೆ ಆಹ್ವಾನ: [754, 193, 940, 209]
- notice-title: ಅಪ್ರೆಂಟಿಸ್ ತರಬೇತಿಗೆ ಅರ್ಜಿ: [754, 341, 940, 357]
- issue-date: 20.9.2024: [823, 40, 859, 48]
- kolar-article-right: [450, 586, 740, 780]
- notice-body: ಜಿಲ್ಲೆಯ ತರಬೇತಿ ಸಂಸ್ಥೆಗಳಲ್ಲಿ ಅಪ್ರೆಂಟಿಸ್ ತರಬೇತಿಗಾಗಿ ಅರ್ಜಿ ಆಹ್ವಾನಿಸಲಾಗಿದೆ. ಫಿಟ್ಟರ್, ಟರ್ನರ್, ಮೆಕ್ಯಾನಿಕ್, ಎಲೆಕ್ಟ್ರೀಷಿಯನ್ ಸೇರಿದಂತೆ ವಿವಿಧ ವೃತ್ತಿಗಳಿಗೆ ಅರ್ಹ ಅಭ್ಯರ್ಥಿಗಳು ನಿಗದಿತ ದಿನಾಂಕದೊಳಗೆ ಅರ್ಜಿ ಸಲ್ಲಿಸಬಹುದು.: [754, 387, 940, 412]
- student-headline-2: ಬಿದ್ದು ವಿದ್ಯಾರ್ಥಿ ಸಾವು: [617, 1047, 703, 1060]
- vishwakarma-body: ನಮ್ಮ ನಾಡಿನ ಶಿಲ್ಪಕಲೆ, ವಾಸ್ತುಶಿಲ್ಪ ಹಾಗೂ ಕರಕುಶಲ ಕಲೆಗಳಿಗೆ ವಿಶ್ವಕರ್ಮ ಸಮುದಾಯದ ಕೊಡುಗೆ ಅಪಾರವಾಗಿದೆ ಎಂದು ಜಿಲ್ಲಾಧಿಕಾರಿಗಳು ತಿಳಿಸಿದರು. ಜಿಲ್ಲಾಡಳಿತ ವತಿಯಿಂದ ಏರ್ಪಡಿಸಲಾಗಿದ್ದ ವಿಶ್ವಕರ್ಮ ಜಯಂತಿ ಕಾರ್ಯಕ್ರಮದಲ್ಲಿ ಅವರು ಮಾತನಾಡಿದರು. ದೇವಾಲಯಗಳ ಶಿಲ್ಪಕಲೆ ಇಂದಿಗೂ ವಿಶ್ವದ ಗಮನ ಸೆಳೆಯುತ್ತಿದೆ. ಸಮುದಾಯದ ಯುವಕರು ಶಿಕ್ಷಣ ಪಡೆದು ಪರಂಪರಾಗತ ಕಲೆಯನ್ನು ಮುಂದುವರಿಸಬೇಕು ಎಂದರು. ಕಾರ್ಯಕ್ರಮಕ್ಕೂ ಮುನ್ನ ವಿಶ್ವಕರ್ಮರ ಭಾವಚಿತ್ರದ ಮೆರವಣಿಗೆ ನಡೆಯಿತು. ಸಮುದಾಯದ ಮುಖಂಡರು, ಅಧಿಕಾರಿಗಳು ಹಾಗೂ ಕಲಾವಿದರು ಭಾಗವಹಿಸಿದ್ದರು.: [740, 1326, 938, 1387]
- ganesha-headline-1: ಎಲೆಚಾಕನಹಳ್ಳಿ ಗ್ರಾಮದಲ್ಲಿ: [585, 792, 695, 806]
- notice-dateline: ಮೈಸೂರು:: [754, 80, 777, 88]
- vishwakarma-article-top: [558, 1192, 734, 1292]
- elephant-body: ಕಾಡಂಚಿನ ಗ್ರಾಮಕ್ಕೆ ನುಗ್ಗಿದ ಕಾಡಾನೆಯನ್ನು ಕಾಡಿಗೆ ಅಟ್ಟಲು ಮುಂದಾದ ಅರಣ್ಯ ಸಿಬ್ಬಂದಿಯನ್ನೇ ಕಾಡಾನೆ ಹಿಮ್ಮೆಟ್ಟಿಸಿದ ಘಟನೆ ನಡೆದಿದೆ. ಜಮೀನುಗಳಲ್ಲಿ ಬೆಳೆ ನಾಶ ಮಾಡುತ್ತಿದ್ದ ಆನೆಯನ್ನು ಓಡಿಸಲು ಸಿಬ್ಬಂದಿ ಹರಸಾಹಸ ಪಟ್ಟರು. ಗ್ರಾಮಸ್ಥರು ಆತಂಕಕ್ಕೆ ಒಳಗಾಗಿದ್ದು ಶಾಶ್ವತ ಪರಿಹಾರಕ್ಕೆ ಆಗ್ರಹಿಸಿದ್ದಾರೆ.: [110, 796, 204, 865]
- logo-part2: ಮುಗಿಲು: [804, 11, 842, 26]
- officials-headline-2: ಕ್ರಮಕ್ಕೆ ಆಗ್ರಹಿಸಿ ಪ್ರತಿಭಟನೆ: [41, 374, 167, 391]
- ganesha-body: ಎಲೆಚಾಕನಹಳ್ಳಿ ಗ್ರಾಮದಲ್ಲಿ ಆಚರಿಸಲಾದ ಗಣೇಶೋತ್ಸವದ ಅಂಗವಾಗಿ 101 ಗಣಪತಿ ಮೂರ್ತಿಗಳ ಭವ್ಯ ಮೆರವಣಿಗೆ ನಡೆಯಿತು. ಸಾವಿರಾರು ಭಕ್ತರಿಗೆ ಅನ್ನಸಂತರ್ಪಣೆ ಏರ್ಪಡಿಸಲಾಗಿತ್ತು. ಗ್ರಾಮಸ್ಥರು ಸಂಭ್ರಮದಿಂದ ಭಾಗವಹಿಸಿದರು.: [536, 862, 744, 888]
- notice-body: 2024-25 ನೇ ಸಾಲಿನ ವಿದ್ಯಾರ್ಥಿ ವೇತನಕ್ಕೆ ಅರ್ಜಿ ಸಲ್ಲಿಸುವ ಅವಧಿಯನ್ನು ವಿಸ್ತರಿಸಲಾಗಿದೆ. ಅರ್ಹ ವಿದ್ಯಾರ್ಥಿಗಳು ವೆಬ್‌ಸೈಟ್ www.ssp.postmatric.karnataka.gov.in ಮೂಲಕ ಅರ್ಜಿ ಸಲ್ಲಿಸಬಹುದು. ಹೆಚ್ಚಿನ ಮಾಹಿತಿಗಾಗಿ ಸಹಾಯವಾಣಿ ಸಂಖ್ಯೆ: 8050770005 ಸಂಪರ್ಕಿಸಬಹುದು.: [754, 544, 940, 577]
- main-para-2c: ಜಿಲ್ಲಾಧಿಕಾರಿಗಳನ್ನು ಭೇಟಿ ಮಾಡಿದ ಪತ್ರಕರ್ತರ ನಿಯೋಗ, ಭವನದ ನಿರ್ವಹಣೆ ಹಾಗೂ ಬಳಕೆಯ ಕುರಿತು ಚರ್ಚಿಸಿ ಎಲ್ಲಾ ಸಂಘಟನೆಗಳಿಗೂ ಸಮಾನ ಅವಕಾಶ ನೀಡುವಂತೆ ಕೋರಿತು.: [556, 98, 744, 115]
- notice-dateline: ಮೈಸೂರು:: [754, 432, 777, 440]
- officials-body: ಚಾಮರಾಜನಗರ ಜಿಲ್ಲೆಯ ಗುಂಡ್ಲುಪೇಟೆ ತಾಲೂಕಿನ ವಿವಿಧ ಗ್ರಾಮಗಳಲ್ಲಿ ರೈತರ ಜಮೀನುಗಳ ದಾಖಲೆಗಳಲ್ಲಿ ಲೋಪವೆಸಗಿರುವ ಅಧಿಕಾರಿಗಳ ವಿರುದ್ಧ ಕ್ರಮಕ್ಕೆ ಆಗ್ರಹಿಸಿ ರೈತ ಸಂಘದ ಕಾರ್ಯಕರ್ತರು ತಾಲೂಕು ಕಚೇರಿ ಮುಂದೆ ಪ್ರತಿಭಟನೆ ನಡೆಸಿದರು. ಸಂಬಂಧಿಸಿದ ಅಧಿಕಾರಿಗಳು ಕೂಡಲೇ ಸ್ಥಳಕ್ಕೆ ಆಗಮಿಸಿ ಸಮಸ್ಯೆ ಬಗೆಹರಿಸಬೇಕು ಎಂದು ಒತ್ತಾಯಿಸಿದರು.: [8, 398, 204, 433]
- main-para-4: ಈ ಸಂದರ್ಭದಲ್ಲಿ ಜಿಲ್ಲೆಯ ಹಿರಿಯ ಪತ್ರಕರ್ತರು, ವಿವಿಧ ಪತ್ರಿಕೆಗಳ ವರದಿಗಾರರು ಹಾಗೂ ಛಾಯಾಗ್ರಾಹಕರು ಉಪಸ್ಥಿತರಿದ್ದರು. ಭವನದ ಕುರಿತು ಶೀಘ್ರವೇ ಸಭೆ ಕರೆದು ತೀರ್ಮಾನ ಕೈಗೊಳ್ಳುವುದಾಗಿ ಅಧಿಕಾರಿಗಳು ಭರವಸೆ ನೀಡಿದರು.: [8, 173, 198, 200]
- notice-body: ಮೈಸೂರು ಜಿಲ್ಲಾ ಉದ್ಯೋಗ ವಿನಿಮಯ ಕಚೇರಿಯಲ್ಲಿ ಖಾಸಗಿ ಕಂಪನಿಗಳ ವತಿಯಿಂದ ನೇರ ಸಂದರ್ಶನ ಏರ್ಪಡಿಸಲಾಗಿದೆ. ಆಸಕ್ತ ಅಭ್ಯರ್ಥಿಗಳು ಸೆಪ್ಟೆಂಬರ್ 24, 25 ಹಾಗೂ ಅಕ್ಟೋಬರ್ 05 ರಂದು ತಮ್ಮ ದಾಖಲಾತಿಗಳೊಂದಿಗೆ ಹಾಜರಾಗಬಹುದು.: [754, 209, 940, 234]
- elephant-article: [8, 796, 204, 936]
- kolar-dateline: ಕೋಲಾರ:: [220, 434, 242, 442]
- notice-interview: [754, 193, 940, 264]
- notice-power-cut-1: [754, 64, 940, 190]
- vishwakarma-body: ನಮ್ಮ ನಾಡಿನ ಶಿಲ್ಪಕಲೆ, ವಾಸ್ತುಶಿಲ್ಪ ಹಾಗೂ ಕರಕುಶಲ ಕಲೆಗಳಿಗೆ ವಿಶ್ವಕರ್ಮ ಸಮುದಾಯದ ಕೊಡುಗೆ ಅಪಾರವಾಗಿದೆ ಎಂದು ಜಿಲ್ಲಾಧಿಕಾರಿಗಳು ತಿಳಿಸಿದರು. ಜಿಲ್ಲಾಡಳಿತ ವತಿಯಿಂದ ಏರ್ಪಡಿಸಲಾಗಿದ್ದ ವಿಶ್ವಕರ್ಮ ಜಯಂತಿ ಕಾರ್ಯಕ್ರಮದಲ್ಲಿ ಅವರು ಮಾತನಾಡಿದರು. ದೇವಾಲಯಗಳ ಶಿಲ್ಪಕಲೆ ಇಂದಿಗೂ ವಿಶ್ವದ ಗಮನ ಸೆಳೆಯುತ್ತಿದೆ. ಸಮುದಾಯದ ಯುವಕರು ಶಿಕ್ಷಣ ಪಡೆದು ಪರಂಪರಾಗತ ಕಲೆಯನ್ನು ಮುಂದುವರಿಸಬೇಕು ಎಂದರು. ಕಾರ್ಯಕ್ರಮಕ್ಕೂ ಮುನ್ನ ವಿಶ್ವಕರ್ಮರ ಭಾವಚಿತ್ರದ ಮೆರವಣಿಗೆ ನಡೆಯಿತು. ಸಮುದಾಯದ ಮುಖಂಡರು, ಅಧಿಕಾರಿಗಳು ಹಾಗೂ ಕಲಾವಿದರು ಭಾಗವಹಿಸಿದ್ದರು.: [740, 1388, 938, 1450]
- main-dateline: ಕೋಲಾರ:: [16, 98, 38, 106]
- officials-dateline: ಚಾಮರಾಜನಗರ:: [16, 398, 52, 406]
- facilities-article: [8, 1216, 548, 1488]
- rule-kolar-bottom: [210, 786, 746, 787]
- main-para-1-cont: ಕೋಲಾರ ನಗರದಲ್ಲಿರುವ ಸಾರ್ವಜನಿಕ ಪತ್ರಕರ್ತರ ಸಮುದಾಯ ಭವನವನ್ನು ಕಾರ್ಯನಿರತ ಪತ್ರಕರ್ತರ ಸಂಘದ ಬಳಕೆಗೆ ಒದಗಿಸುವುದರ ಜೊತೆಗೆ ಜಿಲ್ಲೆಯ ಎಲ್ಲಾ ಪತ್ರಕರ್ತರಿಗೂ ಮುಕ್ತ ಅವಕಾಶ ಕಲ್ಪಿಸಬೇಕು ಎಂದು ಪತ್ರಕರ್ತರು ಮನವಿ ಸಲ್ಲಿಸಿದರು.: [8, 201, 198, 228]
- kho-kho-team-photo: [6, 946, 330, 1130]
- sidebar-divider: [749, 60, 750, 960]
- school-bus-article: [338, 968, 744, 1024]
- sun-icon: ☀: [794, 12, 805, 25]
- main-para-3: ಸಮುದಾಯ ಭವನ ಸಾರ್ವಜನಿಕ ಆಸ್ತಿಯಾಗಿದ್ದು ಇದನ್ನು ಯಾವುದೇ ಒಂದು ಸಂಘಕ್ಕೆ ಸೀಮಿತಗೊಳಿಸದೆ ಕಾರ್ಯಕ್ರಮಗಳು, ಸಭೆಗಳು ಹಾಗೂ ತರಬೇತಿಗಳಿಗೆ ಎಲ್ಲರಿಗೂ ಬಳಕೆಗೆ ಅವಕಾಶ ಕಲ್ಪಿಸಬೇಕು ಎಂದು ಮನವಿಯಲ್ಲಿ ತಿಳಿಸಲಾಗಿದೆ.: [8, 145, 198, 171]
- issue-day: ಶುಕ್ರವಾರ: [830, 30, 852, 38]
- vishwakarma-body: ನಮ್ಮ ನಾಡಿನ ಶಿಲ್ಪಕಲೆ, ವಾಸ್ತುಶಿಲ್ಪ ಹಾಗೂ ಕರಕುಶಲ ಕಲೆಗಳಿಗೆ ವಿಶ್ವಕರ್ಮ ಸಮುದಾಯದ ಕೊಡುಗೆ ಅಪಾರವಾಗಿದೆ ಎಂದು ಜಿಲ್ಲಾಧಿಕಾರಿಗಳು ತಿಳಿಸಿದರು. ಜಿಲ್ಲಾಡಳಿತ ವತಿಯಿಂದ ಏರ್ಪಡಿಸಲಾಗಿದ್ದ ವಿಶ್ವಕರ್ಮ ಜಯಂತಿ ಕಾರ್ಯಕ್ರಮದಲ್ಲಿ ಅವರು ಮಾತನಾಡಿದರು. ದೇವಾಲಯಗಳ ಶಿಲ್ಪಕಲೆ ಇಂದಿಗೂ ವಿಶ್ವದ ಗಮನ ಸೆಳೆಯುತ್ತಿದೆ. ಸಮುದಾಯದ ಯುವಕರು ಶಿಕ್ಷಣ ಪಡೆದು ಪರಂಪರಾಗತ ಕಲೆಯನ್ನು ಮುಂದುವರಿಸಬೇಕು ಎಂದರು. ಕಾರ್ಯಕ್ರಮಕ್ಕೂ ಮುನ್ನ ವಿಶ್ವಕರ್ಮರ ಭಾವಚಿತ್ರದ ಮೆರವಣಿಗೆ ನಡೆಯಿತು. ಸಮುದಾಯದ ಮುಖಂಡರು, ಅಧಿಕಾರಿಗಳು ಹಾಗೂ ಕಲಾವಿದರು ಭಾಗವಹಿಸಿದ್ದರು.: [558, 1296, 734, 1357]
- facilities-body: ಕರ್ನಾಟಕ ರಾಜ್ಯ ಸಫಾಯಿ ಕರ್ಮಚಾರಿಗಳ ಅಭಿವೃದ್ಧಿ ನಿಗಮದ ವತಿಯಿಂದ 2024-25ನೇ ಸಾಲಿನ ವಿವಿಧ ಯೋಜನೆಗಳಡಿ ಸೌಲಭ್ಯ ಪಡೆಯಲು ಅರ್ಹ ಫಲಾನುಭವಿಗಳಿಂದ ಅರ್ಜಿ ಆಹ್ವಾನಿಸಲಾಗಿದೆ. ಸ್ವಯಂ ಉದ್ಯೋಗ ನೇರ ಸಾಲ ಯೋಜನೆ, ಉದ್ಯಮಶೀಲತಾ ಯೋಜನೆ, ಗಂಗಾ ಕಲ್ಯಾಣ ಯೋಜನೆ ಹಾಗೂ ಭೂ ಒಡೆತನ ಯೋಜನೆಗಳಡಿ ಸಾಲ ಸೌಲಭ್ಯ ಲಭ್ಯವಿದೆ. ಅರ್ಜಿದಾರರು ಸೇವಾಸಿಂಧು ಪೋರ್ಟಲ್ sevasindhu.karnataka.gov.in ಮೂಲಕ ಆನ್‌ಲೈನ್ ನಲ್ಲಿ ಅರ್ಜಿ ಸಲ್ಲಿಸಬೇಕು. ಅರ್ಜಿ ಸಲ್ಲಿಸಲು ಅಕ್ಟೋಬರ್ 10 ಕೊನೆಯ ದಿನಾಂಕವಾಗಿದೆ. ಅರ್ಜಿಯೊಂದಿಗೆ ಜಾತಿ ಪ್ರಮಾಣ ಪತ್ರ, ಆದಾಯ ಪ್ರಮಾಣ ಪತ್ರ, ಆಧಾರ್ ಕಾರ್ಡ್, ಬ್ಯಾಂಕ್ ಖಾತೆ ವಿವರ ಹಾಗೂ ಭಾವಚಿತ್ರ ಲಗತ್ತಿಸಬೇಕು. ಹೆಚ್ಚಿನ ಮಾಹಿತಿಗಾಗಿ ದೂರವಾಣಿ ಸಂಖ್ಯೆ 8050854019, 8050854020, 8050854021 ಸಂಪರ್ಕಿಸಬಹುದು ಎಂದು ನಿಗಮದ ಜಿಲ್ಲಾ ವ್ಯವಸ್ಥಾಪಕರು ಪ್ರಕಟಣೆಯಲ್ಲಿ ತಿಳಿಸಿದ್ದಾರೆ. ಸ್ವೀಕೃತ ಅರ್ಜಿಗಳನ್ನು ಪರಿಶೀಲಿಸಿ ಆಯ್ಕೆ ಸಮಿತಿ ಮೂಲಕ ಫಲಾನುಭವಿಗಳನ್ನು ಆಯ್ಕೆ ಮಾಡಲಾಗುವುದು.: [8, 1216, 274, 1329]
- main-photo-press-meeting: [200, 98, 550, 254]
- school-bus-article-cont: [338, 1026, 572, 1156]
- notice-dateline: ಮೈಸೂರು:: [754, 209, 777, 217]
- elephant-headline-2: ಹಿಮ್ಮೆಟ್ಟಿಸಿದ ಕಾಡಾನೆ: [52, 756, 156, 774]
- notice-title: ವಿದ್ಯುತ್ ವ್ಯತ್ಯಯ: [754, 267, 940, 283]
- kho-kho-caption: ಹುಳಿಯಾರು ಹುಳಿಯಾರಿನ ಶ್ರೀ ಬಸವೇಶ್ವರ ಪ್ರೌಢಶಾಲೆ ವಿದ್ಯಾರ್ಥಿಗಳು ಖೋ-ಖೋ ಪಂದ್ಯದಲ್ಲಿ ತಾಲೂಕು ಮಟ್ಟದಲ್ಲಿ ಜಿಲ್ಲಾ ಮಟ್ಟಕ್ಕೆ ಆಯ್ಕೆಯಾಗಿದ್ದಾರೆ.: [22, 1132, 314, 1139]
- facilities-headline: ವಿವಿಧ ಸೌಲಭ್ಯ ಪಡೆಯಲು ಅರ್ಜಿ ಆಹ್ವಾನ: [6, 1171, 419, 1207]
- school-bus-body: ಶಾಲಾ ವಾಹನ ಹರಿದು ಒಂದೂವರೆ ವರ್ಷದ ಮಗು ಮೃತಪಟ್ಟಿರುವ ಘಟನೆ ತಾಲೂಕಿನ ಗ್ರಾಮದಲ್ಲಿ ನಡೆದಿದೆ. ಮನೆಯ ಮುಂದೆ ಆಟವಾಡುತ್ತಿದ್ದ ಮಗುವಿನ ಮೇಲೆ ಶಾಲಾ ವಾಹನ ಹರಿದಿದ್ದು, ತೀವ್ರವಾಗಿ ಗಾಯಗೊಂಡ ಮಗುವನ್ನು ಆಸ್ಪತ್ರೆಗೆ ಸಾಗಿಸುವ ಮಾರ್ಗಮಧ್ಯೆ ಮೃತಪಟ್ಟಿದೆ. ಚಾಲಕನ ನಿರ್ಲಕ್ಷ್ಯವೇ ಘಟನೆಗೆ ಕಾರಣ ಎಂದು ಪೋಷಕರು ಆರೋಪಿಸಿದ್ದಾರೆ. ಈ ಸಂಬಂಧ ಸ್ಥಳೀಯ ಠಾಣೆಯಲ್ಲಿ ಪ್ರಕರಣ ದಾಖಲಾಗಿದ್ದು ಪೊಲೀಸರು ತನಿಖೆ ಕೈಗೊಂಡಿದ್ದಾರೆ. ಮಗುವಿನ ಸಾವಿನಿಂದ ಕುಟುಂಬದಲ್ಲಿ ಶೋಕ ಮಡುಗಟ್ಟಿದೆ.: [338, 1071, 572, 1115]
- main-para-4c: ಈ ಸಂದರ್ಭದಲ್ಲಿ ಜಿಲ್ಲೆಯ ಹಿರಿಯ ಪತ್ರಕರ್ತರು, ವಿವಿಧ ಪತ್ರಿಕೆಗಳ ವರದಿಗಾರರು ಹಾಗೂ ಛಾಯಾಗ್ರಾಹಕರು ಉಪಸ್ಥಿತರಿದ್ದರು. ಭವನದ ಕುರಿತು ಶೀಘ್ರವೇ ಸಭೆ ಕರೆದು ತೀರ್ಮಾನ ಕೈಗೊಳ್ಳುವುದಾಗಿ ಅಧಿಕಾರಿಗಳು ಭರವಸೆ ನೀಡಿದರು.: [556, 145, 744, 171]
- vishwakarma-article-left: [558, 1296, 734, 1488]
- notice-power-cut-2: [754, 267, 940, 338]
- page-number: 5: [898, 5, 924, 51]
- main-article-bottom: [200, 258, 550, 350]
